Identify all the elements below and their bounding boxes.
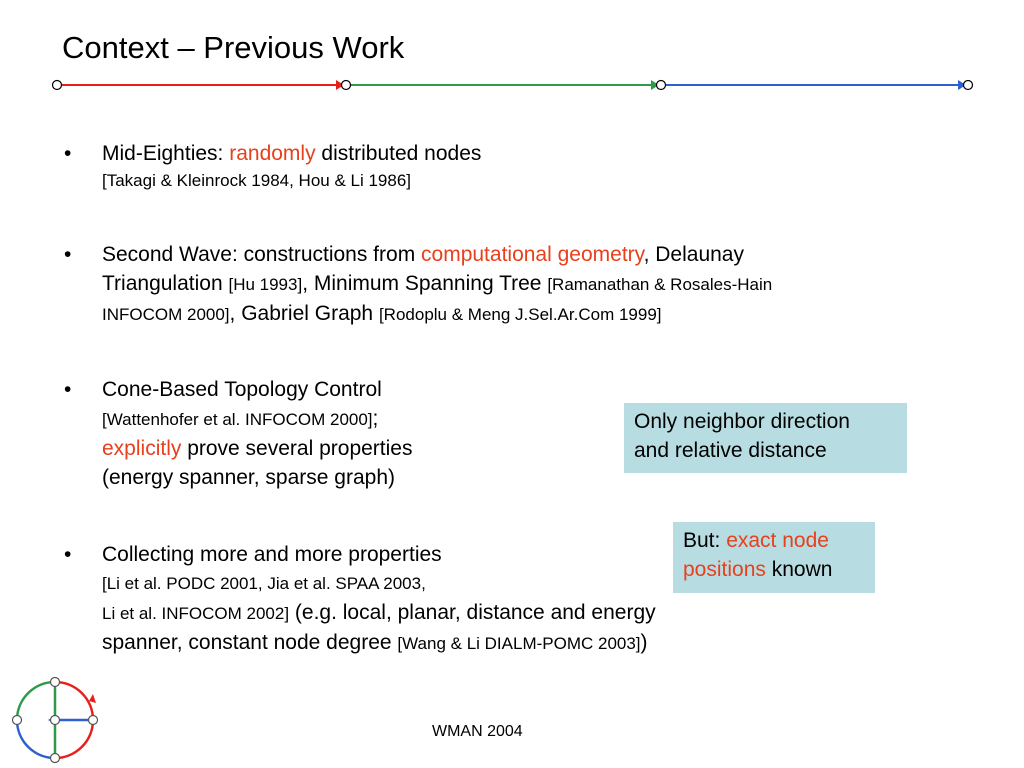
bullet-2-t4: Triangulation (102, 272, 229, 295)
bullet-2 (102, 240, 972, 329)
bullet-marker-4: • (64, 543, 72, 566)
bullet-2-t6: , Minimum Spanning Tree (302, 272, 548, 295)
bullet-2-ref-3: [Rodoplu & Meng J.Sel.Ar.Com 1999] (378, 305, 662, 324)
slide-title: Context – Previous Work (62, 30, 405, 65)
bullet-3-ref: [Wattenhofer et al. INFOCOM 2000] (102, 410, 373, 429)
timeline-node-2 (342, 81, 351, 90)
callout-2-highlight-1: exact node (726, 529, 829, 552)
bullet-marker-3: • (64, 378, 72, 401)
callout-2-line-2 (683, 555, 865, 584)
bullet-2-ref-2a: [Ramanathan & Rosales-Hain (547, 275, 773, 294)
bullet-1-ref: [Takagi & Kleinrock 1984, Hou & Li 1986] (102, 171, 412, 190)
bullet-4-line-4 (102, 628, 862, 658)
timeline-node-4 (964, 81, 973, 90)
callout-box-positions (673, 522, 875, 593)
bullet-2-line-2 (102, 269, 972, 299)
bullet-4-line-1: Collecting more and more properties (102, 543, 442, 566)
bullet-2-highlight: computational geometry (421, 243, 644, 266)
bullet-3 (102, 375, 622, 492)
callout-2-highlight-2: positions (683, 558, 766, 581)
bullet-1-highlight: randomly (229, 142, 316, 165)
bullet-2-t1: Second Wave: constructions from (102, 243, 422, 266)
bullet-4-line-4-prefix: spanner, constant node degree (102, 631, 398, 654)
bullet-1-suffix: distributed nodes (315, 142, 482, 165)
callout-1-line-2: and relative distance (634, 439, 827, 462)
bullet-marker-1: • (64, 142, 72, 165)
footer-text: WMAN 2004 (432, 723, 523, 740)
bullet-4-line-3-suffix: (e.g. local, planar, distance and energy (289, 601, 656, 624)
bullet-4-ref-2: [Wang & Li DIALM-POMC 2003] (397, 634, 641, 653)
callout-box-direction (624, 403, 907, 473)
bullet-4-line-4-suffix: ) (640, 631, 648, 654)
bullet-2-ref-2b: INFOCOM 2000] (102, 305, 230, 324)
callout-2-prefix: But: (683, 529, 727, 552)
network-graph-logo-icon (10, 676, 100, 766)
bullet-4-line-2: [Li et al. PODC 2001, Jia et al. SPAA 2003, (102, 574, 426, 593)
bullet-2-line-3 (102, 299, 972, 329)
bullet-3-line-1: Cone-Based Topology Control (102, 378, 382, 401)
bullet-3-line-4: (energy spanner, sparse graph) (102, 466, 396, 489)
bullet-3-highlight: explicitly (102, 437, 182, 460)
bullet-1-main (102, 139, 972, 168)
bullet-2-line-1 (102, 240, 972, 269)
bullet-3-semicolon: ; (372, 407, 379, 430)
bullet-2-t3: , Delaunay (643, 243, 744, 266)
timeline-arrows (0, 0, 1024, 100)
callout-2-line-1 (683, 526, 865, 555)
callout-2-suffix: known (765, 558, 833, 581)
bullet-marker-2: • (64, 243, 72, 266)
bullet-2-t9: , Gabriel Graph (229, 302, 379, 325)
bullet-3-line-2 (102, 404, 622, 434)
bullet-1 (102, 139, 972, 194)
bullet-2-ref-1: [Hu 1993] (228, 275, 303, 294)
timeline-node-3 (657, 81, 666, 90)
bullet-3-line-3-suffix: prove several properties (181, 437, 413, 460)
bullet-4-ref-1: Li et al. INFOCOM 2002] (102, 604, 290, 623)
bullet-3-line-3 (102, 434, 622, 463)
bullet-1-prefix: Mid-Eighties: (102, 142, 230, 165)
timeline-node-1 (53, 81, 62, 90)
callout-1-line-1: Only neighbor direction (634, 410, 850, 433)
bullet-4-line-3 (102, 598, 862, 628)
